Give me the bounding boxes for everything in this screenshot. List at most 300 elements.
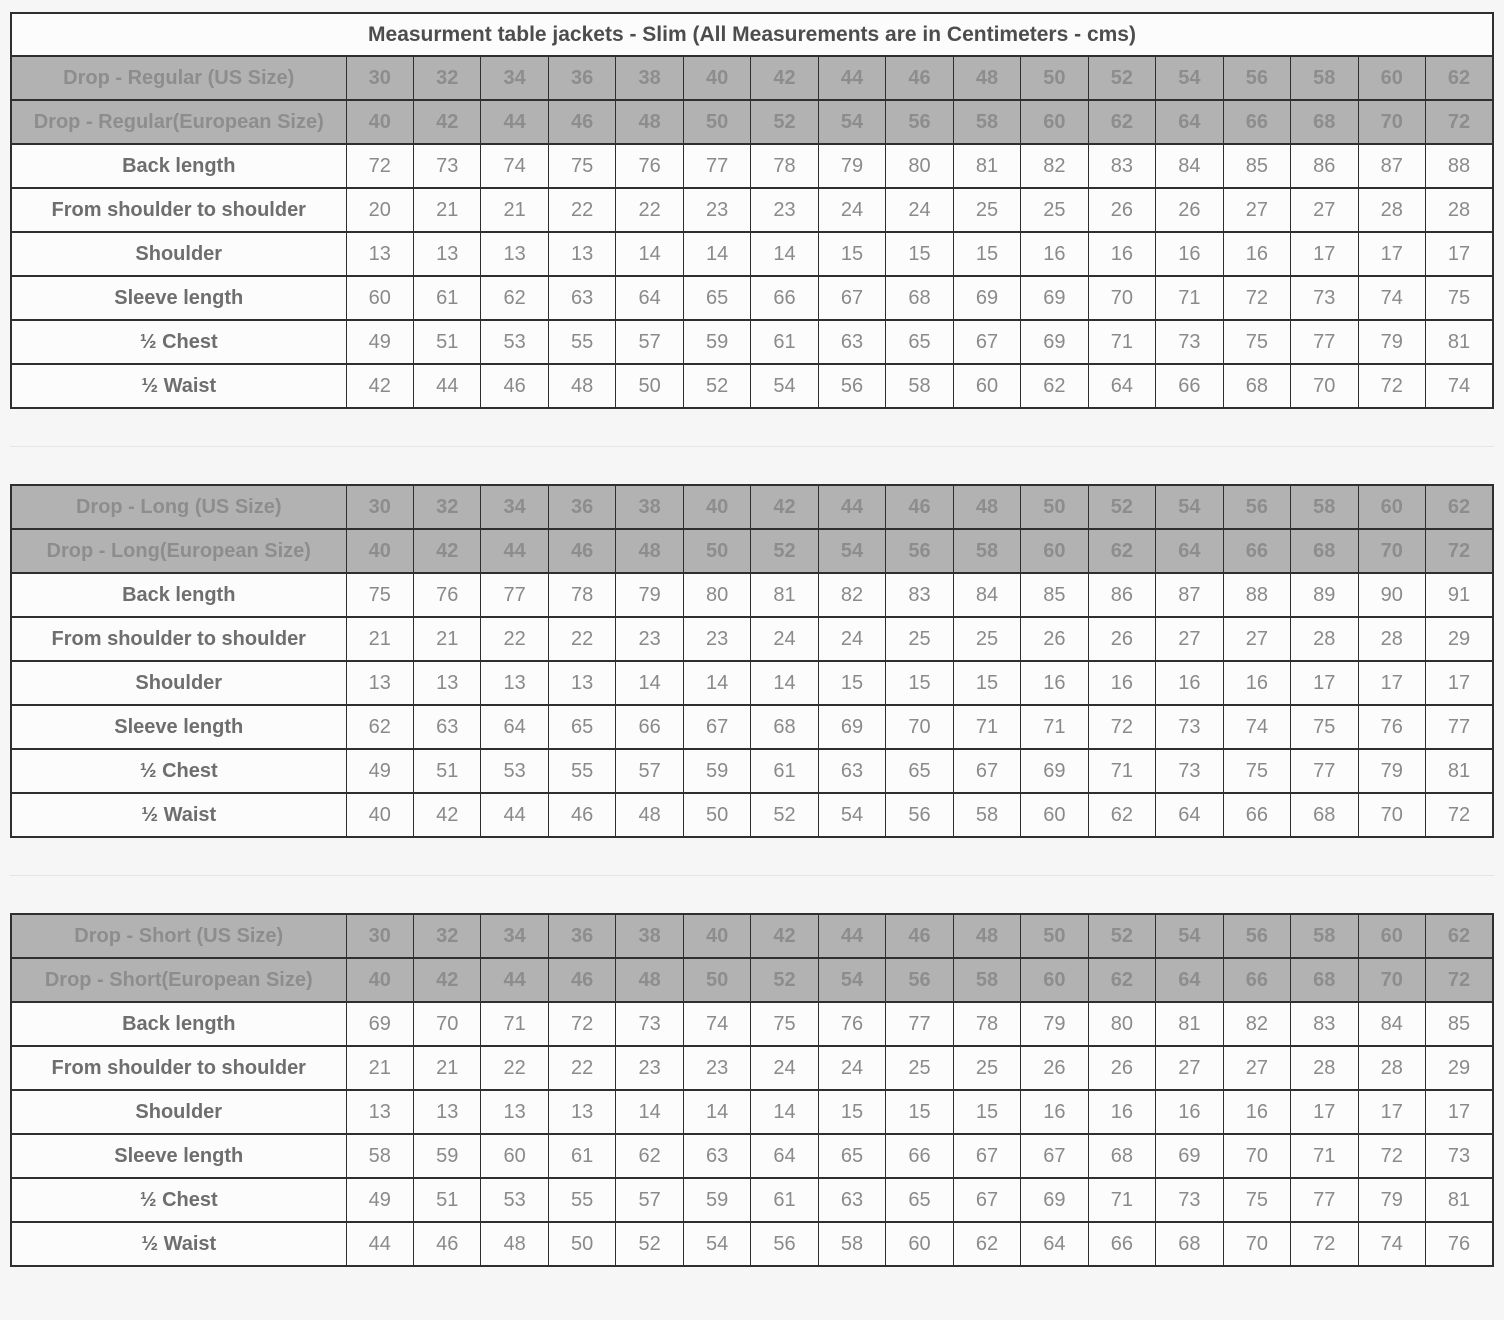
us-size-value: 56 (1223, 56, 1290, 100)
measurement-value-cell: 16 (1088, 1090, 1155, 1134)
measurement-value-cell: 84 (1358, 1002, 1425, 1046)
measurement-row (11, 188, 1493, 232)
measurement-value-cell: 71 (1156, 276, 1223, 320)
measurement-value-cell: 73 (1156, 749, 1223, 793)
measurement-value-cell: 14 (683, 661, 750, 705)
measurement-value-cell: 78 (751, 144, 818, 188)
us-size-value: 30 (346, 914, 413, 958)
measurement-value-cell: 79 (1358, 749, 1425, 793)
measurement-value-cell: 26 (1088, 617, 1155, 661)
measurement-value-cell: 21 (413, 1046, 480, 1090)
measurement-value-cell: 75 (548, 144, 615, 188)
measurement-value-cell: 17 (1291, 1090, 1358, 1134)
measurement-row-label: Back length (11, 144, 346, 188)
measurement-value-cell: 57 (616, 749, 683, 793)
us-size-value: 42 (751, 914, 818, 958)
us-size-value: 48 (953, 56, 1020, 100)
measurement-value-cell: 70 (1223, 1134, 1290, 1178)
eu-size-value: 54 (818, 529, 885, 573)
measurement-value-cell: 14 (616, 661, 683, 705)
eu-size-value: 52 (751, 100, 818, 144)
measurement-value-cell: 83 (1088, 144, 1155, 188)
measurement-value-cell: 82 (1021, 144, 1088, 188)
measurement-value-cell: 28 (1291, 1046, 1358, 1090)
us-size-value: 48 (953, 914, 1020, 958)
measurement-value-cell: 15 (818, 661, 885, 705)
measurement-value-cell: 81 (1156, 1002, 1223, 1046)
measurement-value-cell: 58 (886, 364, 953, 408)
measurement-value-cell: 54 (818, 793, 885, 837)
measurement-value-cell: 15 (886, 661, 953, 705)
eu-size-value: 42 (413, 529, 480, 573)
measurement-value-cell: 16 (1021, 232, 1088, 276)
eu-size-value: 68 (1291, 958, 1358, 1002)
measurement-value-cell: 46 (413, 1222, 480, 1266)
measurement-value-cell: 74 (1358, 1222, 1425, 1266)
eu-size-value: 50 (683, 100, 750, 144)
measurement-value-cell: 60 (1021, 793, 1088, 837)
measurement-value-cell: 24 (751, 1046, 818, 1090)
measurement-value-cell: 70 (1358, 793, 1425, 837)
measurement-value-cell: 77 (1291, 1178, 1358, 1222)
title-row (11, 13, 1493, 56)
measurement-row (11, 705, 1493, 749)
measurement-value-cell: 17 (1358, 661, 1425, 705)
us-size-value: 30 (346, 56, 413, 100)
measurement-value-cell: 56 (818, 364, 885, 408)
us-size-value: 52 (1088, 56, 1155, 100)
us-size-header-label: Drop - Regular (US Size) (11, 56, 346, 100)
measurement-value-cell: 13 (548, 232, 615, 276)
measurement-value-cell: 66 (1223, 793, 1290, 837)
measurement-value-cell: 15 (886, 1090, 953, 1134)
us-size-value: 58 (1291, 56, 1358, 100)
measurement-value-cell: 72 (1291, 1222, 1358, 1266)
measurement-value-cell: 13 (346, 1090, 413, 1134)
eu-size-value: 46 (548, 100, 615, 144)
eu-size-header-label: Drop - Short(European Size) (11, 958, 346, 1002)
measurement-value-cell: 21 (413, 617, 480, 661)
measurement-value-cell: 76 (1426, 1222, 1494, 1266)
measurement-value-cell: 69 (1156, 1134, 1223, 1178)
us-size-value: 62 (1426, 485, 1494, 529)
measurement-value-cell: 87 (1358, 144, 1425, 188)
eu-size-value: 42 (413, 958, 480, 1002)
eu-size-value: 56 (886, 958, 953, 1002)
measurement-value-cell: 63 (548, 276, 615, 320)
measurement-value-cell: 22 (548, 188, 615, 232)
measurement-value-cell: 59 (683, 320, 750, 364)
eu-size-header-label: Drop - Long(European Size) (11, 529, 346, 573)
eu-size-value: 58 (953, 529, 1020, 573)
measurement-value-cell: 14 (616, 232, 683, 276)
measurement-value-cell: 77 (481, 573, 548, 617)
measurement-value-cell: 56 (886, 793, 953, 837)
measurement-value-cell: 62 (481, 276, 548, 320)
measurement-value-cell: 16 (1156, 661, 1223, 705)
measurement-value-cell: 15 (886, 232, 953, 276)
us-size-value: 44 (818, 56, 885, 100)
us-size-value: 34 (481, 914, 548, 958)
measurement-value-cell: 24 (818, 1046, 885, 1090)
measurement-value-cell: 28 (1426, 188, 1494, 232)
measurement-value-cell: 77 (1426, 705, 1494, 749)
measurement-value-cell: 44 (481, 793, 548, 837)
measurement-value-cell: 88 (1223, 573, 1290, 617)
measurement-value-cell: 69 (1021, 320, 1088, 364)
measurement-value-cell: 77 (1291, 320, 1358, 364)
measurement-value-cell: 85 (1223, 144, 1290, 188)
eu-size-value: 48 (616, 958, 683, 1002)
measurement-value-cell: 53 (481, 320, 548, 364)
eu-size-header-row (11, 958, 1493, 1002)
measurement-value-cell: 60 (953, 364, 1020, 408)
measurement-value-cell: 79 (1358, 1178, 1425, 1222)
measurement-value-cell: 73 (1291, 276, 1358, 320)
measurement-row-label: Back length (11, 1002, 346, 1046)
us-size-value: 60 (1358, 914, 1425, 958)
eu-size-value: 60 (1021, 958, 1088, 1002)
measurement-value-cell: 83 (1291, 1002, 1358, 1046)
measurement-value-cell: 13 (548, 1090, 615, 1134)
measurement-value-cell: 29 (1426, 617, 1494, 661)
measurement-value-cell: 59 (683, 1178, 750, 1222)
measurement-value-cell: 28 (1358, 617, 1425, 661)
measurement-value-cell: 61 (751, 320, 818, 364)
measurement-row-label: Shoulder (11, 661, 346, 705)
measurement-value-cell: 17 (1426, 661, 1494, 705)
measurement-value-cell: 67 (953, 749, 1020, 793)
measurement-value-cell: 77 (683, 144, 750, 188)
measurement-value-cell: 26 (1088, 188, 1155, 232)
measurement-value-cell: 77 (886, 1002, 953, 1046)
measurement-value-cell: 87 (1156, 573, 1223, 617)
measurement-value-cell: 69 (1021, 276, 1088, 320)
measurement-value-cell: 68 (886, 276, 953, 320)
measurement-value-cell: 74 (683, 1002, 750, 1046)
measurement-value-cell: 22 (616, 188, 683, 232)
eu-size-value: 40 (346, 529, 413, 573)
measurement-value-cell: 76 (616, 144, 683, 188)
measurement-value-cell: 67 (818, 276, 885, 320)
measurement-value-cell: 51 (413, 1178, 480, 1222)
measurement-value-cell: 44 (346, 1222, 413, 1266)
measurement-value-cell: 50 (548, 1222, 615, 1266)
measurement-value-cell: 62 (1021, 364, 1088, 408)
measurement-value-cell: 48 (616, 793, 683, 837)
measurement-value-cell: 24 (818, 188, 885, 232)
measurement-value-cell: 76 (1358, 705, 1425, 749)
measurement-value-cell: 67 (953, 1178, 1020, 1222)
measurement-row (11, 617, 1493, 661)
measurement-value-cell: 15 (818, 1090, 885, 1134)
us-size-value: 56 (1223, 485, 1290, 529)
measurement-value-cell: 78 (953, 1002, 1020, 1046)
us-size-value: 34 (481, 485, 548, 529)
table-title: Measurment table jackets - Slim (All Measurements are in Centimeters - cms) (11, 13, 1493, 56)
eu-size-value: 62 (1088, 958, 1155, 1002)
us-size-value: 58 (1291, 914, 1358, 958)
measurement-value-cell: 27 (1223, 1046, 1290, 1090)
measurement-value-cell: 82 (1223, 1002, 1290, 1046)
eu-size-header-row (11, 100, 1493, 144)
measurement-value-cell: 44 (413, 364, 480, 408)
measurement-value-cell: 60 (886, 1222, 953, 1266)
measurement-value-cell: 17 (1291, 232, 1358, 276)
measurement-row-label: ½ Waist (11, 793, 346, 837)
eu-size-value: 58 (953, 958, 1020, 1002)
measurement-value-cell: 15 (953, 232, 1020, 276)
measurement-value-cell: 89 (1291, 573, 1358, 617)
measurement-row (11, 793, 1493, 837)
measurement-value-cell: 17 (1426, 1090, 1494, 1134)
measurement-value-cell: 22 (548, 1046, 615, 1090)
us-size-value: 60 (1358, 56, 1425, 100)
measurement-value-cell: 14 (616, 1090, 683, 1134)
measurement-row (11, 1134, 1493, 1178)
measurement-value-cell: 26 (1156, 188, 1223, 232)
measurement-value-cell: 75 (1223, 1178, 1290, 1222)
measurement-value-cell: 70 (1291, 364, 1358, 408)
measurement-value-cell: 63 (818, 749, 885, 793)
us-size-value: 52 (1088, 485, 1155, 529)
measurement-value-cell: 61 (751, 749, 818, 793)
measurement-value-cell: 85 (1426, 1002, 1494, 1046)
us-size-value: 32 (413, 485, 480, 529)
eu-size-value: 52 (751, 529, 818, 573)
us-size-value: 44 (818, 914, 885, 958)
measurement-value-cell: 71 (1291, 1134, 1358, 1178)
measurement-value-cell: 85 (1021, 573, 1088, 617)
measurement-value-cell: 13 (346, 232, 413, 276)
measurement-value-cell: 17 (1358, 1090, 1425, 1134)
measurement-value-cell: 54 (751, 364, 818, 408)
measurement-value-cell: 62 (346, 705, 413, 749)
measurement-value-cell: 13 (413, 661, 480, 705)
measurement-value-cell: 28 (1358, 1046, 1425, 1090)
measurement-value-cell: 78 (548, 573, 615, 617)
us-size-value: 46 (886, 56, 953, 100)
measurement-value-cell: 14 (683, 1090, 750, 1134)
eu-size-value: 64 (1156, 100, 1223, 144)
measurement-value-cell: 53 (481, 1178, 548, 1222)
measurement-value-cell: 75 (1223, 749, 1290, 793)
measurement-value-cell: 55 (548, 320, 615, 364)
measurement-value-cell: 67 (953, 1134, 1020, 1178)
measurement-row (11, 364, 1493, 408)
us-size-value: 32 (413, 56, 480, 100)
measurement-value-cell: 71 (953, 705, 1020, 749)
us-size-value: 46 (886, 914, 953, 958)
measurement-value-cell: 91 (1426, 573, 1494, 617)
measurement-value-cell: 58 (953, 793, 1020, 837)
measurement-row-label: Sleeve length (11, 276, 346, 320)
measurement-value-cell: 67 (1021, 1134, 1088, 1178)
measurement-value-cell: 66 (886, 1134, 953, 1178)
measurement-value-cell: 25 (953, 1046, 1020, 1090)
measurement-value-cell: 15 (953, 1090, 1020, 1134)
measurement-value-cell: 66 (616, 705, 683, 749)
measurement-value-cell: 24 (751, 617, 818, 661)
measurement-value-cell: 29 (1426, 1046, 1494, 1090)
us-size-value: 56 (1223, 914, 1290, 958)
measurement-value-cell: 68 (751, 705, 818, 749)
us-size-value: 60 (1358, 485, 1425, 529)
eu-size-value: 48 (616, 100, 683, 144)
measurement-value-cell: 65 (886, 320, 953, 364)
us-size-value: 34 (481, 56, 548, 100)
measurement-value-cell: 61 (413, 276, 480, 320)
measurement-value-cell: 67 (953, 320, 1020, 364)
measurement-value-cell: 72 (1223, 276, 1290, 320)
measurement-value-cell: 79 (818, 144, 885, 188)
us-size-value: 52 (1088, 914, 1155, 958)
measurement-value-cell: 75 (346, 573, 413, 617)
eu-size-value: 64 (1156, 529, 1223, 573)
measurement-value-cell: 15 (953, 661, 1020, 705)
us-size-value: 54 (1156, 56, 1223, 100)
section-gap (10, 838, 1494, 913)
measurement-value-cell: 73 (1426, 1134, 1494, 1178)
measurement-value-cell: 80 (886, 144, 953, 188)
measurement-row-label: ½ Waist (11, 364, 346, 408)
measurement-value-cell: 77 (1291, 749, 1358, 793)
us-size-value: 42 (751, 485, 818, 529)
eu-size-value: 40 (346, 100, 413, 144)
measurement-value-cell: 72 (1358, 1134, 1425, 1178)
measurement-value-cell: 66 (1088, 1222, 1155, 1266)
measurement-value-cell: 60 (346, 276, 413, 320)
measurement-row-label: ½ Chest (11, 749, 346, 793)
eu-size-value: 68 (1291, 100, 1358, 144)
measurement-value-cell: 16 (1021, 661, 1088, 705)
measurement-value-cell: 90 (1358, 573, 1425, 617)
measurement-value-cell: 17 (1426, 232, 1494, 276)
measurement-row (11, 573, 1493, 617)
size-table-regular (10, 12, 1494, 409)
measurement-value-cell: 63 (683, 1134, 750, 1178)
measurement-value-cell: 69 (1021, 1178, 1088, 1222)
measurement-value-cell: 73 (1156, 705, 1223, 749)
measurement-value-cell: 68 (1156, 1222, 1223, 1266)
us-size-value: 54 (1156, 914, 1223, 958)
measurement-value-cell: 59 (683, 749, 750, 793)
measurement-row (11, 1222, 1493, 1266)
measurement-value-cell: 23 (616, 617, 683, 661)
measurement-value-cell: 22 (548, 617, 615, 661)
measurement-value-cell: 69 (953, 276, 1020, 320)
measurement-value-cell: 58 (346, 1134, 413, 1178)
measurement-value-cell: 21 (481, 188, 548, 232)
measurement-value-cell: 62 (1088, 793, 1155, 837)
us-size-header-row (11, 56, 1493, 100)
measurement-value-cell: 75 (1426, 276, 1494, 320)
measurement-value-cell: 16 (1156, 1090, 1223, 1134)
us-size-value: 36 (548, 56, 615, 100)
measurement-value-cell: 71 (1088, 1178, 1155, 1222)
measurement-value-cell: 50 (616, 364, 683, 408)
measurement-value-cell: 64 (1088, 364, 1155, 408)
measurement-value-cell: 59 (413, 1134, 480, 1178)
measurement-value-cell: 27 (1291, 188, 1358, 232)
measurement-row (11, 1090, 1493, 1134)
section-gap-divider (10, 446, 1494, 447)
measurement-value-cell: 16 (1223, 232, 1290, 276)
measurement-value-cell: 16 (1088, 661, 1155, 705)
eu-size-value: 72 (1426, 958, 1494, 1002)
measurement-value-cell: 16 (1021, 1090, 1088, 1134)
measurement-value-cell: 16 (1223, 1090, 1290, 1134)
measurement-row-label: ½ Waist (11, 1222, 346, 1266)
measurement-value-cell: 15 (818, 232, 885, 276)
measurement-value-cell: 21 (346, 1046, 413, 1090)
measurement-value-cell: 79 (1021, 1002, 1088, 1046)
us-size-value: 50 (1021, 914, 1088, 958)
measurement-value-cell: 63 (818, 320, 885, 364)
measurement-value-cell: 51 (413, 320, 480, 364)
measurement-value-cell: 13 (481, 661, 548, 705)
measurement-value-cell: 28 (1291, 617, 1358, 661)
measurement-value-cell: 52 (616, 1222, 683, 1266)
measurement-value-cell: 13 (481, 1090, 548, 1134)
measurement-value-cell: 46 (481, 364, 548, 408)
eu-size-value: 58 (953, 100, 1020, 144)
us-size-header-row (11, 485, 1493, 529)
measurement-value-cell: 14 (683, 232, 750, 276)
measurement-value-cell: 64 (1156, 793, 1223, 837)
measurement-value-cell: 82 (818, 573, 885, 617)
measurement-value-cell: 16 (1156, 232, 1223, 276)
measurement-value-cell: 64 (481, 705, 548, 749)
us-size-value: 40 (683, 56, 750, 100)
measurement-value-cell: 74 (1223, 705, 1290, 749)
eu-size-value: 68 (1291, 529, 1358, 573)
measurement-value-cell: 70 (886, 705, 953, 749)
eu-size-value: 56 (886, 100, 953, 144)
measurement-value-cell: 74 (1358, 276, 1425, 320)
measurement-value-cell: 71 (1088, 320, 1155, 364)
measurement-value-cell: 17 (1358, 232, 1425, 276)
measurement-value-cell: 50 (683, 793, 750, 837)
section-gap-divider (10, 875, 1494, 876)
measurement-value-cell: 40 (346, 793, 413, 837)
measurement-value-cell: 21 (346, 617, 413, 661)
measurement-value-cell: 81 (1426, 320, 1494, 364)
measurement-value-cell: 24 (886, 188, 953, 232)
measurement-value-cell: 71 (481, 1002, 548, 1046)
measurement-value-cell: 25 (953, 617, 1020, 661)
measurement-row (11, 276, 1493, 320)
measurement-value-cell: 27 (1156, 1046, 1223, 1090)
measurement-value-cell: 26 (1021, 1046, 1088, 1090)
measurement-value-cell: 63 (413, 705, 480, 749)
eu-size-value: 46 (548, 958, 615, 1002)
us-size-value: 44 (818, 485, 885, 529)
measurement-value-cell: 64 (616, 276, 683, 320)
measurement-value-cell: 79 (1358, 320, 1425, 364)
eu-size-value: 48 (616, 529, 683, 573)
measurement-value-cell: 66 (751, 276, 818, 320)
measurement-row-label: From shoulder to shoulder (11, 617, 346, 661)
measurement-value-cell: 74 (1426, 364, 1494, 408)
measurement-row-label: Sleeve length (11, 1134, 346, 1178)
measurement-value-cell: 25 (953, 188, 1020, 232)
measurement-value-cell: 75 (1223, 320, 1290, 364)
measurement-value-cell: 23 (683, 1046, 750, 1090)
measurement-value-cell: 52 (683, 364, 750, 408)
measurement-value-cell: 75 (751, 1002, 818, 1046)
measurement-value-cell: 57 (616, 320, 683, 364)
